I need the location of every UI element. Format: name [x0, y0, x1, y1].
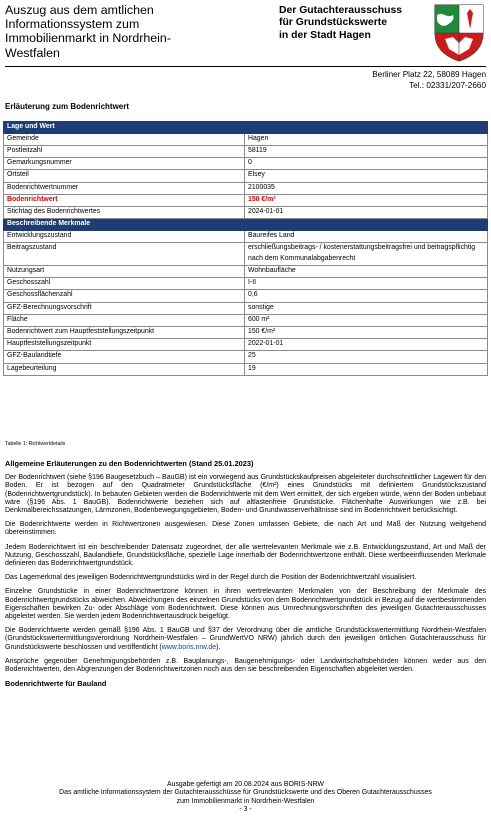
row-value: 19 — [245, 363, 488, 375]
footer-issued-line: Ausgabe gefertigt am 20.08.2024 aus BORIS-NRW — [167, 781, 324, 788]
row-value: 58119 — [245, 145, 488, 157]
row-value: 2022-01-01 — [245, 339, 488, 351]
row-value: 0,6 — [245, 290, 488, 302]
header-issuer-line: Informationssystem zum — [5, 17, 140, 32]
explanation-paragraph: Das Lagemerkmal des jeweiligen Bodenrichtwertgrundstücks wird in der Regel durch die Position der Bodenrichtwertzahl visualisiert. — [5, 574, 417, 582]
row-value: 2024-01-01 — [245, 206, 488, 218]
table-row — [4, 351, 488, 363]
row-label: Gemeinde — [4, 133, 245, 145]
row-value: Elsey — [245, 170, 488, 182]
table-row — [4, 339, 488, 351]
table-row — [4, 302, 488, 314]
row-value: 25 — [245, 351, 488, 363]
row-label: Ortsteil — [4, 170, 245, 182]
boris-link[interactable]: www.boris.nrw.de — [161, 643, 217, 651]
header-issuer-line: Westfalen — [5, 45, 60, 60]
explanation-heading: Allgemeine Erläuterungen zu den Bodenrichtwerten (Stand 25.01.2023) — [5, 459, 254, 468]
footer-region-line: zum Immobilienmarkt in Nordrhein-Westfalen — [176, 797, 315, 805]
explanation-paragraph: Einzelne Grundstücke in einer Bodenrichtwertzone können in ihren wertrelevanten Merkmalen von der Beschreibung der Merkmale des Bodenrichtwertgrundstücks abweichen. Abweichungen des einzelnen Grundstücks von dem Bodenrichtwertgrundstück in Bezug auf die wertbestimmenden Eigenschaften bewirken Zu- oder Abschläge vom Bodenrichtwert. Diese können aus Umrechnungsvorschriften des jeweiligen Gutachterausschusses abgeleitet werden. Sie werden jedem Bodenrichtwertausdruck beigefügt. — [5, 588, 486, 621]
row-label: Bodenrichtwert — [4, 194, 245, 206]
row-label: GFZ-Berechnungsvorschrift — [4, 302, 245, 314]
explanation-paragraph: Der Bodenrichtwert (siehe §196 Baugesetzbuch – BauGB) ist ein vorwiegend aus Grundstückskaufpreisen abgeleiteter durchschnittlicher Lagewert für den Boden. Er ist bezogen auf den Quadratmeter Grundstücksfläche (€/m²) eines Grundstücks mit definiertem Grundstückszustand (Bodenrichtwertgrundstück). In bebauten Gebieten werden die Bodenrichtwerte mit dem Wert ermittelt, der sich ergeben würde, wenn der Boden unbebaut wäre (§196 Abs. 1 BauGB). Bodenrichtwerte beziehen sich auf altlastenfreie Grundstücke. Flächenhafte Auswirkungen wie z.B. bei Denkmalbereichssatzungen, Lärmzonen, Bodenbewegungsgebieten, Boden- und Grundwasserverhältnisse sind im Bodenrichtwert berücksichtigt. — [5, 474, 486, 515]
header-committee-line: Der Gutachterausschuss — [279, 5, 403, 16]
table-row — [4, 278, 488, 290]
row-value: Baureifes Land — [245, 230, 488, 242]
section-header-lage: Lage und Wert — [4, 122, 488, 134]
header-issuer-line: Auszug aus dem amtlichen — [5, 3, 154, 17]
section-header-merkmale: Beschreibende Merkmale — [4, 219, 488, 231]
table-row — [4, 182, 488, 194]
row-value: Hagen — [245, 133, 488, 145]
table-row — [4, 243, 488, 266]
explanation-paragraph: Jedem Bodenrichtwert ist ein beschreibender Datensatz zugeordnet, der alle wertrelevanten Merkmale wie z.B. Entwicklungszustand, Art und Maß der Nutzung, Geschosszahl, Baulandtiefe, Grundstücksfläche, spezielle Lage innerhalb der Bodenrichtwertzone enthält. Diese wertbeeinflussenden Merkmale definieren das Bodenrichtwertgrundstück. — [5, 543, 486, 568]
row-label: GFZ-Baulandtiefe — [4, 351, 245, 363]
row-label: Beitragszustand — [4, 243, 245, 266]
ordinance-paragraph — [5, 627, 486, 652]
row-value: 2100035 — [245, 182, 488, 194]
row-label: Bodenrichtwert zum Hauptfeststellungszeitpunkt — [4, 327, 245, 339]
section-title: Erläuterung zum Bodenrichtwert — [5, 102, 130, 111]
table-row — [4, 314, 488, 326]
nrw-coat-of-arms-icon — [433, 3, 485, 63]
table-section-header — [4, 219, 488, 231]
address-text: Berliner Platz 22, 58089 Hagen — [372, 70, 486, 79]
row-value: 600 m² — [245, 314, 488, 326]
committee-contact — [372, 70, 486, 91]
table-caption: Tabelle 1: Richtwertdetails — [5, 441, 66, 447]
row-label: Lagebeurteilung — [4, 363, 245, 375]
header-committee-title — [279, 5, 429, 42]
table-row — [4, 206, 488, 218]
row-label: Geschosszahl — [4, 278, 245, 290]
explanation-paragraph: Ansprüche gegenüber Genehmigungsbehörden z.B. Bauplanungs-, Baugenehmigungs- oder Landwirtschaftsbehörden können weder aus den Bodenrichtwerten, den Abgrenzungen der Bodenrichtwertzonen noch aus den sie beschreibenden Eigenschaften abgeleitet werden. — [5, 657, 486, 674]
page-number: - 3 - — [239, 806, 252, 814]
row-value: 150 €/m² — [245, 327, 488, 339]
table-row — [4, 327, 488, 339]
table-row — [4, 230, 488, 242]
table-row — [4, 145, 488, 157]
row-label: Gemarkungsnummer — [4, 158, 245, 170]
table-row — [4, 158, 488, 170]
header-committee-line: für Grundstückswerte — [279, 17, 387, 29]
row-label: Hauptfeststellungszeitpunkt — [4, 339, 245, 351]
row-value: sonstige — [245, 302, 488, 314]
explanation-paragraph: Die Bodenrichtwerte werden in Richtwertzonen ausgewiesen. Diese Zonen umfassen Gebiete, die nach Art und Maß der Nutzung weitgehend übereinstimmen. — [5, 521, 486, 537]
table-row-highlight — [4, 194, 488, 206]
row-label: Entwicklungszustand — [4, 230, 245, 242]
page-footer — [5, 781, 486, 815]
header-issuer-title — [5, 3, 205, 60]
row-label: Fläche — [4, 314, 245, 326]
header-divider — [5, 66, 486, 67]
ordinance-text: Die Bodenrichtwerte werden gemäß §196 Abs. 1 BauGB und §37 der Verordnung über die amtliche Grundstückswertermittlung Nordrhein-Westfalen (Grundstückswertermittlungsverordnung Nordrhein-Westfalen – GrundWertVO NRW) jährlich durch den jeweiligen örtlichen Gutachterausschuss für Grundstückswerte beschlossen und veröffentlicht ( — [5, 627, 486, 651]
row-label: Geschossflächenzahl — [4, 290, 245, 302]
row-value: 150 €/m² — [245, 194, 488, 206]
row-label: Bodenrichtwertnummer — [4, 182, 245, 194]
footer-system-line: Das amtliche Informationssystem der Gutachterausschüsse für Grundstückswerte und des Oberen Gutachterausschusses — [59, 789, 432, 797]
header-issuer-line: Immobilienmarkt in Nordrhein- — [5, 31, 171, 46]
row-value: erschließungsbeitrags- / kostenerstattungsbeitragsfrei und beitragspflichtig nach dem Kommunalabgabenrecht — [245, 243, 488, 266]
row-value: Wohnbaufläche — [245, 266, 488, 278]
richtwert-details-table — [3, 121, 488, 376]
row-value: I-II — [245, 278, 488, 290]
row-value: 0 — [245, 158, 488, 170]
table-row — [4, 290, 488, 302]
explanation-body — [5, 460, 486, 694]
ordinance-text-end: ). — [216, 643, 221, 651]
header-committee-line: in der Stadt Hagen — [279, 29, 371, 41]
bauland-subheading: Bodenrichtwerte für Bauland — [5, 679, 107, 689]
phone-text: Tel.: 02331/207-2660 — [409, 80, 486, 90]
table-row — [4, 133, 488, 145]
table-section-header — [4, 122, 488, 134]
table-row — [4, 266, 488, 278]
row-label: Nutzungsart — [4, 266, 245, 278]
row-label: Stichtag des Bodenrichtwertes — [4, 206, 245, 218]
table-row — [4, 170, 488, 182]
row-label: Postleitzahl — [4, 145, 245, 157]
table-row — [4, 363, 488, 375]
